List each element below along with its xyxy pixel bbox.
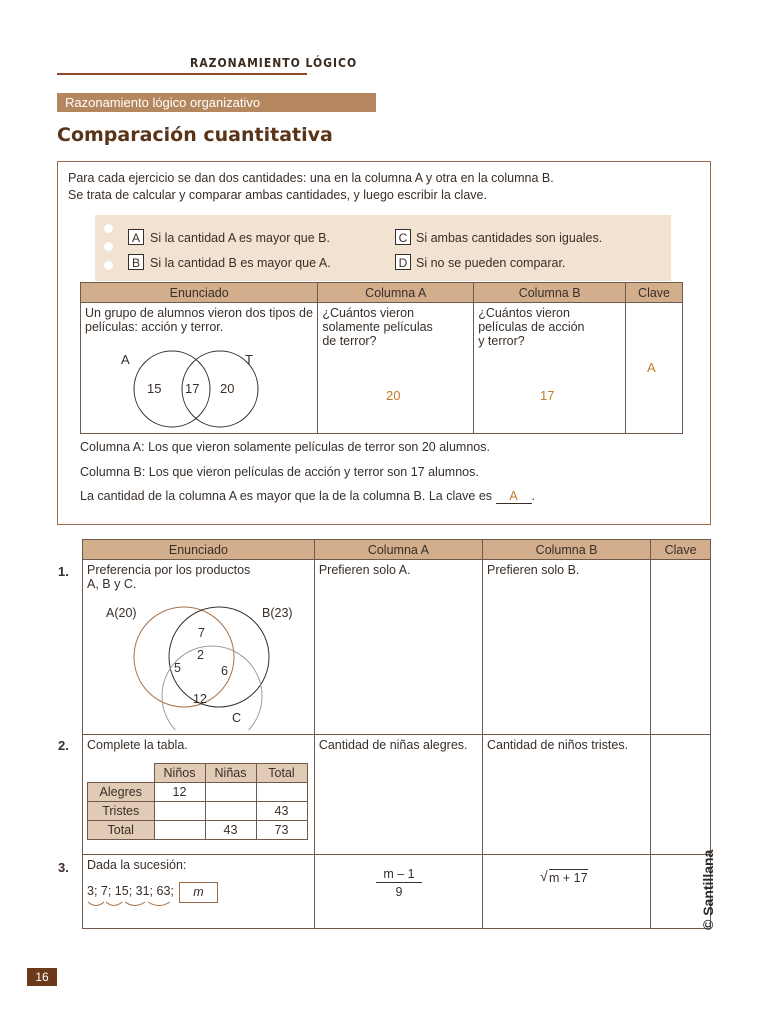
explanation-line-1: Columna A: Los que vieron solamente películas de terror son 20 alumnos. (80, 440, 490, 454)
th-columna-b: Columna B (474, 283, 626, 303)
example-clave: A (647, 360, 656, 375)
key-text-b: Si la cantidad B es mayor que A. (150, 256, 331, 270)
e2-cell: 12 (154, 783, 205, 802)
e1-venn-diagram (100, 600, 300, 730)
e1-enunciado-line-2: A, B y C. (87, 577, 137, 591)
intro-line-1: Para cada ejercicio se dan dos cantidades: una en la columna A y otra en la columna B. (68, 171, 554, 185)
e3-radical-sign: √ (540, 868, 548, 884)
venn-value-left: 15 (147, 381, 162, 396)
e3-col-b-cell (483, 855, 651, 929)
e2-cell: 43 (256, 802, 307, 821)
e1-col-a-cell (314, 560, 482, 735)
e2-header-total: Total (256, 764, 307, 783)
page-number: 16 (27, 968, 57, 986)
example-enunciado: Un grupo de alumnos vieron dos tipos de películas: acción y terror. (85, 306, 313, 334)
key-legend (95, 215, 671, 281)
e1-value-7: 7 (198, 626, 205, 640)
explanation-line-3-text: La cantidad de la columna A es mayor que la de la columna B. La clave es (80, 489, 493, 503)
arc-mark (106, 902, 122, 906)
th-enunciado: Enunciado (83, 540, 315, 560)
intro-line-2: Se trata de calcular y comparar ambas cantidades, y luego escribir la clave. (68, 188, 487, 202)
e3-fraction-numerator: m – 1 (383, 867, 415, 881)
arc-mark (88, 902, 104, 906)
explanation-answer: A (496, 489, 532, 504)
th-columna-b: Columna B (483, 540, 651, 560)
example-col-b: ¿Cuántos vieron películas de acción y terror? (478, 306, 585, 348)
example-col-a: ¿Cuántos vieron solamente películas de terror? (322, 306, 433, 348)
e2-row-alegres: Alegres (88, 783, 155, 802)
venn-value-right: 20 (220, 381, 235, 396)
explanation-period: . (531, 489, 536, 503)
e2-cell[interactable] (154, 821, 205, 840)
e3-fraction-bar (376, 882, 422, 883)
example-col-b-cell (474, 303, 626, 434)
venn-value-middle: 17 (185, 381, 200, 396)
th-columna-a: Columna A (318, 283, 474, 303)
e3-enunciado: Dada la sucesión: (87, 858, 187, 872)
bullet-dot (104, 261, 113, 270)
subsection-band: Razonamiento lógico organizativo (57, 93, 376, 112)
e2-col-a: Cantidad de niñas alegres. (318, 738, 468, 752)
e3-fraction-denominator: 9 (395, 885, 403, 899)
e2-row-tristes: Tristes (88, 802, 155, 821)
e3-sequence: 3; 7; 15; 31; 63; (87, 884, 174, 898)
example-answer-a: 20 (386, 388, 401, 403)
e3-answer-box[interactable]: m (179, 882, 218, 903)
th-enunciado: Enunciado (81, 283, 318, 303)
bullet-dot (104, 242, 113, 251)
e2-enunciado: Complete la tabla. (87, 738, 188, 752)
e1-label-b: B(23) (262, 606, 293, 620)
venn-circle-a (134, 607, 234, 707)
e1-col-a: Prefieren solo A. (318, 563, 411, 577)
e1-value-12: 12 (193, 692, 207, 706)
e2-corner (88, 764, 155, 783)
explanation-line-3 (80, 489, 535, 504)
e2-cell: 43 (205, 821, 256, 840)
venn-circle-c (162, 646, 262, 730)
e2-col-b-cell (483, 735, 651, 855)
exercise-number-2: 2. (58, 738, 69, 753)
e2-mini-table (87, 763, 308, 840)
arc-mark (148, 902, 170, 906)
e2-col-a-cell (314, 735, 482, 855)
e1-value-2: 2 (197, 648, 204, 662)
th-clave: Clave (651, 540, 711, 560)
publisher-logo: © Santillana (700, 849, 716, 930)
e2-cell[interactable] (205, 802, 256, 821)
th-columna-a: Columna A (314, 540, 482, 560)
key-letter-c: C (395, 229, 411, 245)
e2-cell[interactable] (256, 783, 307, 802)
th-clave: Clave (626, 283, 683, 303)
key-text-a: Si la cantidad A es mayor que B. (150, 231, 330, 245)
example-answer-b: 17 (540, 388, 555, 403)
page-title: Comparación cuantitativa (57, 124, 333, 146)
e2-header-ninos: Niños (154, 764, 205, 783)
e1-label-a: A(20) (106, 606, 137, 620)
e2-col-b: Cantidad de niños tristes. (487, 738, 629, 752)
e2-cell[interactable] (205, 783, 256, 802)
key-letter-d: D (395, 254, 411, 270)
e2-header-ninas: Niñas (205, 764, 256, 783)
e2-row-total: Total (88, 821, 155, 840)
bullet-dot (104, 224, 113, 233)
exercise-number-3: 3. (58, 860, 69, 875)
e1-value-6: 6 (221, 664, 228, 678)
e2-clave-cell[interactable] (651, 735, 711, 855)
key-text-d: Si no se pueden comparar. (416, 256, 566, 270)
venn-label-a: A (121, 352, 130, 367)
e3-radical-expression: m + 17 (549, 871, 588, 885)
section-header: RAZONAMIENTO LÓGICO (190, 56, 358, 70)
example-col-a-cell (318, 303, 474, 434)
venn-circle-b (169, 607, 269, 707)
e1-col-b-cell (483, 560, 651, 735)
e2-cell[interactable] (154, 802, 205, 821)
e1-clave-cell[interactable] (651, 560, 711, 735)
arc-mark (125, 902, 145, 906)
key-letter-a: A (128, 229, 144, 245)
e1-enunciado-line-1: Preferencia por los productos (87, 563, 251, 577)
key-text-c: Si ambas cantidades son iguales. (416, 231, 603, 245)
header-rule (57, 73, 307, 75)
e1-label-c: C (232, 711, 242, 725)
e3-arcs (84, 900, 178, 910)
venn-label-t: T (245, 352, 253, 367)
key-letter-b: B (128, 254, 144, 270)
e2-cell: 73 (256, 821, 307, 840)
explanation-line-2: Columna B: Los que vieron películas de acción y terror son 17 alumnos. (80, 465, 479, 479)
example-venn-diagram (115, 345, 275, 430)
e1-value-5: 5 (174, 661, 181, 675)
exercise-number-1: 1. (58, 564, 69, 579)
e1-col-b: Prefieren solo B. (487, 563, 580, 577)
